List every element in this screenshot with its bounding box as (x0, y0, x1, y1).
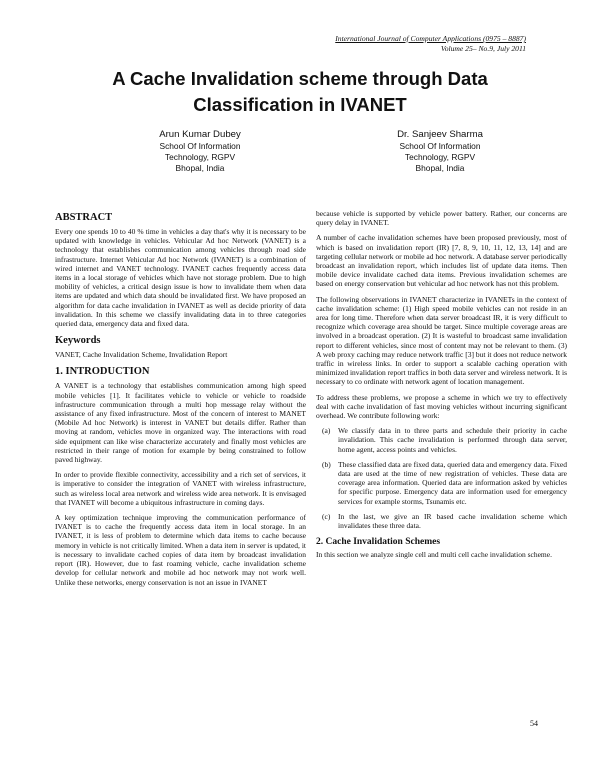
author-affiliation: School Of Information (399, 141, 481, 151)
list-item-label: (b) (322, 459, 331, 469)
title-line-1: A Cache Invalidation scheme through Data (112, 68, 488, 89)
contribution-list (316, 426, 567, 530)
journal-volume: Volume 25– No.9, July 2011 (440, 43, 526, 53)
journal-name: International Journal of Computer Applications (0975 – 8887) (335, 34, 526, 43)
author-name: Dr. Sanjeev Sharma (397, 129, 483, 140)
page-number: 54 (530, 719, 538, 728)
author-affiliation: Technology, RGPV (404, 152, 476, 162)
author-affiliation: School Of Information (159, 141, 241, 151)
list-item (316, 512, 567, 530)
left-column (55, 209, 306, 593)
paper-title (60, 66, 540, 118)
list-item-text: These classified data are fixed data, queried data and emergency data. Fixed data are used at the time of new registration of vehicles. These data are coverage area information. Queried data are information asked by vehicles for specific purpose. Emergency data are information used for emergency services for example storms, Tsunamis etc. (338, 459, 567, 506)
introduction-heading: 1. INTRODUCTION (55, 366, 150, 378)
right-column (316, 209, 567, 566)
author-location: Bhopal, India (175, 163, 225, 173)
author-affiliation: Technology, RGPV (164, 152, 236, 162)
intro-paragraph: A VANET is a technology that establishes communication among high speed mobile vehicles [1]. It facilitates vehicle to vehicle or vehicle to roadside infrastructure communication through a multi hop message relay without the assistance of any fixed infrastructure. Most of the concern of interest to MANET (Mobile Ad hoc Network) is interest in VANET but details differ. Rather than moving at random, vehicles move in organized way. The interactions with road side equipment can like wise characterize accurately and finally most vehicles are restricted in their range of motion for example by being constrained to follow paved highway. (55, 381, 306, 465)
keywords-heading: Keywords (55, 335, 101, 347)
list-item-text: We classify data in to three parts and schedule their priority in cache invalidation. This cache invalidation is performed through data server, home agent, access points and vehicles. (338, 426, 567, 454)
title-line-2: Classification in IVANET (193, 94, 407, 115)
list-item (316, 460, 567, 506)
author-block-2 (340, 128, 540, 174)
body-paragraph: The following observations in IVANET characterize in IVANETs in the context of cache invalidation scheme: (1) High speed mobile vehicles can not reside in an area for long time. Therefore when data server broadcast IR, it is very difficult to recognize which coverage area should be target. Since multiple coverage areas are involved in a broadcast operation. (2) It is wasteful to broadcast same invalidation report to different vehicles, since most of content may not be relevant to them. (3) A web proxy caching may reduce network traffic [3] but it does not reduce network traffic in wireless links. In order to support a scalable caching operation with minimized invalidation report traffics in both data server and wireless network. It is necessary to co ordinate with network agent of location management. (316, 294, 567, 387)
body-paragraph: In this section we analyze single cell and multi cell cache invalidation scheme. (316, 550, 552, 560)
abstract-heading: ABSTRACT (55, 212, 113, 223)
intro-paragraph: In order to provide flexible connectivity, accessibility and a rich set of services, it is imperative to consider the integration of VANET with wireless infrastructure, such as wireless local area network and wireless wide area network. It is envisaged that IVANET will become a ubiquitous infrastructure in coming days. (55, 470, 306, 507)
list-item (316, 426, 567, 454)
abstract-text: Every one spends 10 to 40 % time in vehicles a day that's why it is necessary to be updated with knowledge in vehicles. Vehicular Ad hoc Network (VANET) is a technology that establishes communication among vehicles through road side infrastructure. Internet Vehicular Ad hoc Network (IVANET) is a combination of wired internet and VANET technology. IVANET caches frequently access data items in a local storage of vehicles which have not storage problem. Due to high mobility of vehicles, a critical design issue is how to invalidate them when data items are updated and which data should be invalidated first. We have proposed an algorithm for data cache invalidation in IVANET as well as decide priority of data invalidation. In this scheme we classify invalidating data in to three categories queried data, emergency data and fixed data. (55, 227, 306, 329)
body-paragraph: because vehicle is supported by vehicle power battery. Rather, our concerns are query delay in IVANET. (316, 209, 567, 228)
list-item-label: (a) (322, 426, 331, 436)
journal-header (335, 34, 526, 53)
intro-paragraph: A key optimization technique improving the communication performance of IVANET is to cache the frequently access data item in local storage. In an IVANET, it is less of problem to determine which data items to cache because memory in vehicle is not critically limited. When a data item in server is updated, it is necessary to invalidate cached copies of data item by broadcast invalidation report (IR). However, due to fast roaming vehicle, cache invalidation scheme develop for cellular network and mobile ad hoc network may not work well. Unlike these networks, energy conservation is not an issue in IVANET (55, 513, 306, 587)
list-item-text: In the last, we give an IR based cache invalidation scheme which invalidates these three data. (338, 511, 567, 531)
author-name: Arun Kumar Dubey (159, 129, 241, 140)
author-location: Bhopal, India (415, 163, 465, 173)
keywords-text: VANET, Cache Invalidation Scheme, Invalidation Report (55, 350, 228, 360)
section-2-heading: 2. Cache Invalidation Schemes (316, 537, 441, 548)
list-item-label: (c) (322, 511, 331, 521)
author-block-1 (100, 128, 300, 174)
body-paragraph: A number of cache invalidation schemes have been proposed previously, most of which is based on invalidation report (IR) [7, 8, 9, 10, 11, 12, 13, 14] and are targeting cellular network or mobile ad hoc network. A database server periodically broadcast an invalidation report, which includes list of update data items. Then mobile device invalidate cached data items. Previous invalidation schemes are based on energy conservation but vehicular ad hoc network has not this problem. (316, 233, 567, 289)
body-paragraph: To address these problems, we propose a scheme in which we try to effectively deal with cache invalidation of fast moving vehicles without incurring significant overhead. We contribute following work: (316, 392, 567, 421)
